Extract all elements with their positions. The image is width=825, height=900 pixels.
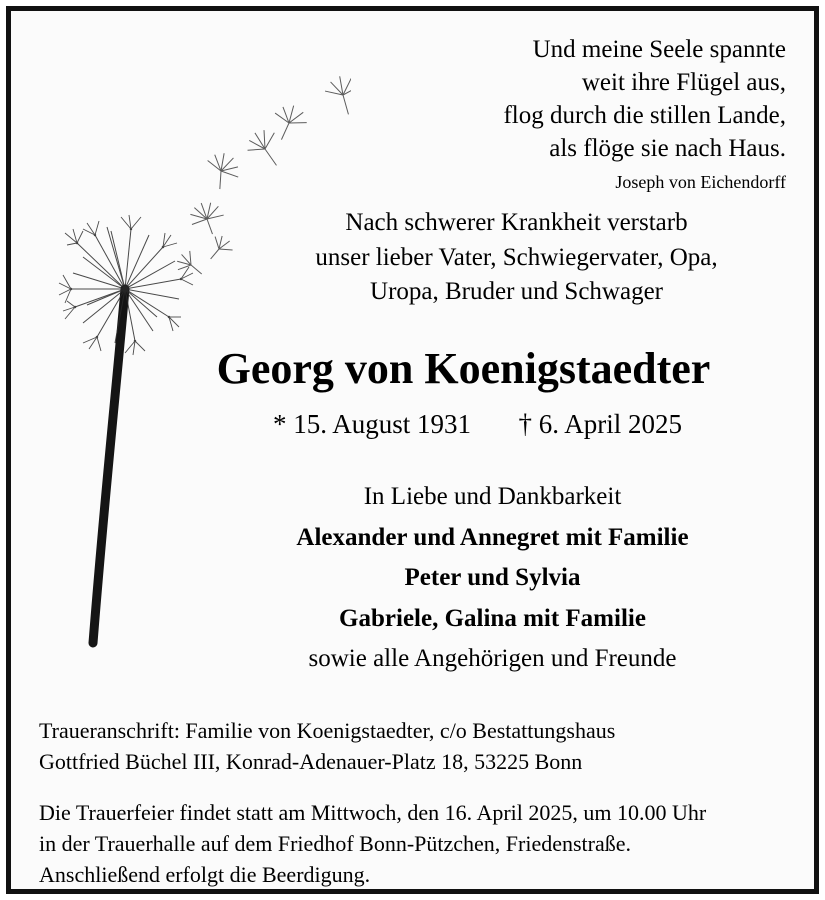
ceremony-line-3: Anschließend erfolgt die Beerdigung. — [39, 862, 371, 888]
address-line-2: Gottfried Büchel III, Konrad-Adenauer-Platz 18, 53225 Bonn — [39, 749, 583, 775]
intro-line-3: Uropa, Bruder und Schwager — [370, 278, 663, 305]
poem-block — [306, 33, 786, 195]
notice-inner — [11, 11, 814, 889]
poem-line-4: als flöge sie nach Haus. — [549, 135, 786, 162]
family-line-1: Alexander und Annegret mit Familie — [296, 523, 689, 551]
address-line-1: Traueranschrift: Familie von Koenigstaedter, c/o Bestattungshaus — [39, 718, 616, 743]
family-line-2: Peter und Sylvia — [404, 564, 581, 591]
intro-text — [241, 206, 792, 310]
ceremony-line-1: Die Trauerfeier findet statt am Mittwoch, den 16. April 2025, um 10.00 Uhr — [39, 800, 707, 825]
life-dates — [161, 409, 794, 440]
death-date: † 6. April 2025 — [518, 409, 683, 439]
intro-line-1: Nach schwerer Krankheit verstarb — [345, 209, 688, 236]
birth-date: * 15. August 1931 — [272, 409, 471, 439]
notice-border-frame — [6, 6, 819, 894]
poem-author: Joseph von Eichendorff — [615, 172, 786, 192]
poem-line-2: weit ihre Flügel aus, — [581, 69, 786, 96]
dedication-block — [191, 477, 794, 680]
family-line-3: Gabriele, Galina mit Familie — [339, 604, 646, 632]
ceremony-line-2: in der Trauerhalle auf dem Friedhof Bonn-Pützchen, Friedenstraße. — [39, 831, 632, 857]
dedication-heading: In Liebe und Dankbarkeit — [363, 483, 622, 510]
poem-line-3: flog durch die stillen Lande, — [503, 102, 786, 129]
dedication-closing: sowie alle Angehörigen und Freunde — [308, 645, 677, 672]
poem-line-1: Und meine Seele spannte — [532, 36, 786, 63]
ceremony-info — [39, 797, 790, 891]
deceased-name: Georg von Koenigstaedter — [216, 344, 711, 393]
intro-line-2: unser lieber Vater, Schwiegervater, Opa, — [315, 243, 718, 271]
mourning-address — [39, 715, 790, 777]
